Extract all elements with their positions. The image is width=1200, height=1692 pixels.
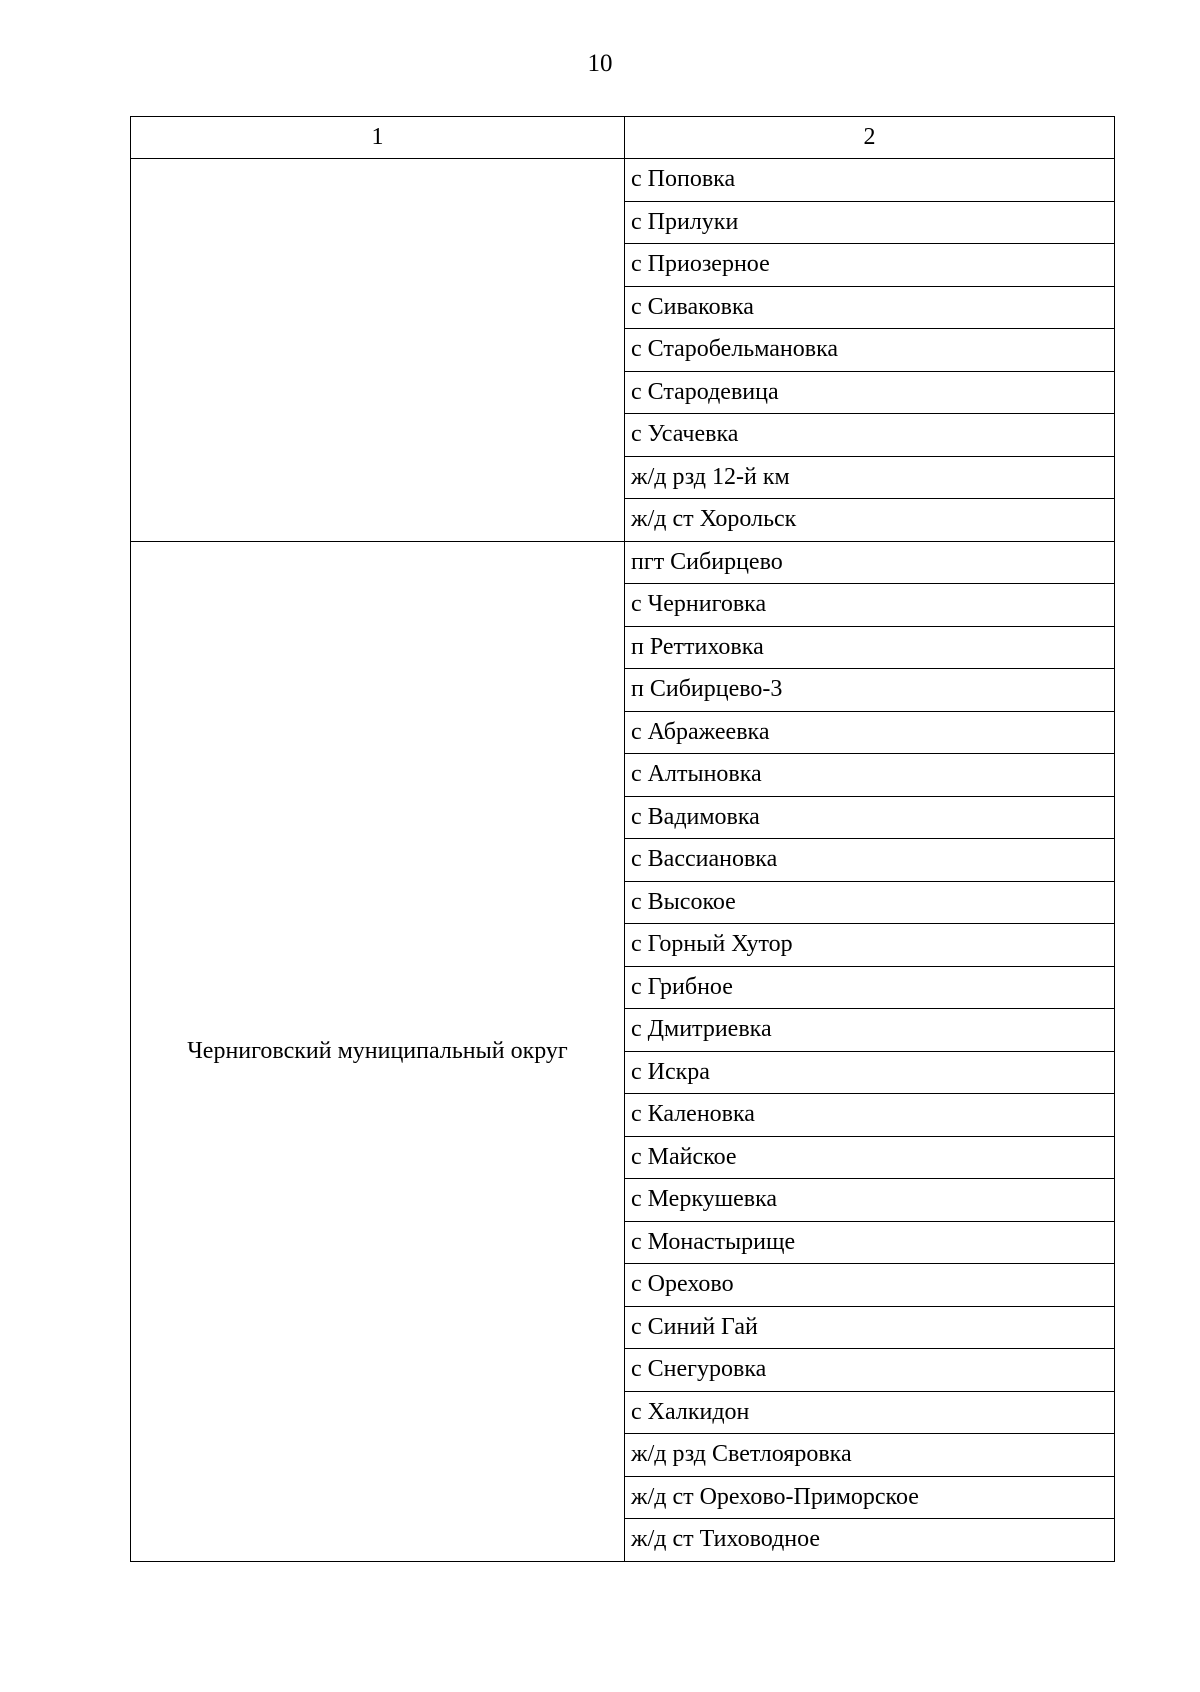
page-number: 10 <box>587 50 613 77</box>
district-cell: Черниговский муниципальный округ <box>131 541 625 1561</box>
settlement-cell: с Грибное <box>625 966 1115 1009</box>
settlement-cell: п Сибирцево-3 <box>625 669 1115 712</box>
table-body <box>131 159 1115 1562</box>
settlement-cell: с Вадимовка <box>625 796 1115 839</box>
settlement-cell: с Майское <box>625 1136 1115 1179</box>
settlement-cell: ж/д рзд Светлояровка <box>625 1434 1115 1477</box>
column-header-1: 1 <box>131 117 625 159</box>
settlement-cell: с Монастырище <box>625 1221 1115 1264</box>
settlement-cell: с Халкидон <box>625 1391 1115 1434</box>
settlement-cell: с Старобельмановка <box>625 329 1115 372</box>
settlement-cell: с Приозерное <box>625 244 1115 287</box>
settlement-cell: п Реттиховка <box>625 626 1115 669</box>
settlement-cell: с Орехово <box>625 1264 1115 1307</box>
settlement-cell: с Алтыновка <box>625 754 1115 797</box>
settlement-cell: с Искра <box>625 1051 1115 1094</box>
settlement-cell: с Меркушевка <box>625 1179 1115 1222</box>
settlement-cell: с Абражеевка <box>625 711 1115 754</box>
settlement-cell: с Горный Хутор <box>625 924 1115 967</box>
settlement-cell: ж/д ст Тиховодное <box>625 1519 1115 1562</box>
settlement-cell: ж/д ст Орехово-Приморское <box>625 1476 1115 1519</box>
settlement-cell: с Дмитриевка <box>625 1009 1115 1052</box>
header-row <box>131 117 1115 159</box>
district-cell <box>131 159 625 542</box>
settlement-cell: с Стародевица <box>625 371 1115 414</box>
settlement-cell: с Синий Гай <box>625 1306 1115 1349</box>
settlement-cell: с Снегуровка <box>625 1349 1115 1392</box>
settlement-cell: ж/д рзд 12-й км <box>625 456 1115 499</box>
settlement-cell: с Черниговка <box>625 584 1115 627</box>
settlement-cell: ж/д ст Хорольск <box>625 499 1115 542</box>
table-row <box>131 541 1115 584</box>
settlement-cell: с Вассиановка <box>625 839 1115 882</box>
settlement-cell: с Сиваковка <box>625 286 1115 329</box>
settlement-cell: пгт Сибирцево <box>625 541 1115 584</box>
settlement-cell: с Усачевка <box>625 414 1115 457</box>
settlement-cell: с Поповка <box>625 159 1115 202</box>
column-header-2: 2 <box>625 117 1115 159</box>
table-row <box>131 159 1115 202</box>
settlements-table <box>130 116 1115 1562</box>
settlement-cell: с Каленовка <box>625 1094 1115 1137</box>
settlement-cell: с Прилуки <box>625 201 1115 244</box>
settlement-cell: с Высокое <box>625 881 1115 924</box>
